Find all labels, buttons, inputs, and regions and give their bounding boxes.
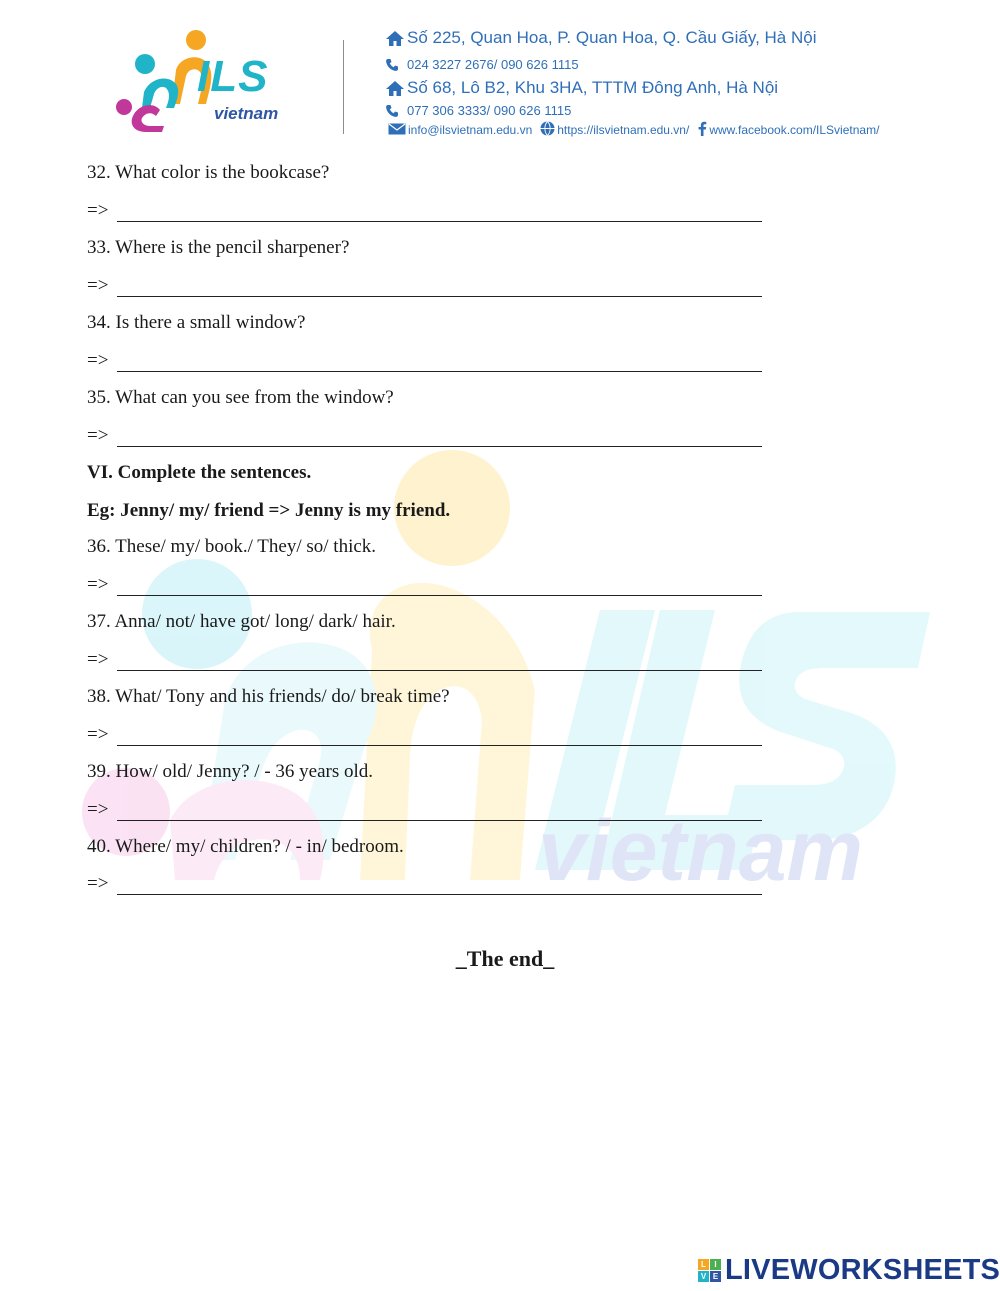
answer-blank[interactable] bbox=[117, 371, 762, 372]
liveworksheets-logo[interactable] bbox=[698, 1254, 1000, 1287]
phone-icon bbox=[385, 104, 407, 118]
question-39: 39. How/ old/ Jenny? / - 36 years old. bbox=[87, 761, 374, 782]
phone-line-2 bbox=[385, 103, 571, 118]
answer-line-35[interactable] bbox=[87, 425, 767, 449]
phone-line-1 bbox=[385, 57, 579, 72]
logo-subtitle: vietnam bbox=[214, 104, 279, 123]
answer-arrow: => bbox=[87, 350, 109, 371]
answer-line-38[interactable] bbox=[87, 724, 767, 748]
answer-blank[interactable] bbox=[117, 595, 762, 596]
answer-arrow: => bbox=[87, 275, 109, 296]
website-link[interactable]: https://ilsvietnam.edu.vn/ bbox=[557, 123, 690, 137]
liveworksheets-grid-icon bbox=[698, 1259, 721, 1282]
address-line-2 bbox=[385, 78, 778, 98]
grid-letter: E bbox=[710, 1271, 721, 1282]
facebook-icon bbox=[697, 121, 707, 139]
address-1-text: Số 225, Quan Hoa, P. Quan Hoa, Q. Cầu Giấy, Hà Nội bbox=[407, 28, 817, 47]
answer-line-32[interactable] bbox=[87, 200, 767, 224]
online-contacts bbox=[388, 121, 887, 139]
mail-icon bbox=[388, 123, 406, 138]
answer-line-40[interactable] bbox=[87, 873, 767, 897]
answer-arrow: => bbox=[87, 724, 109, 745]
logo-word: ILS bbox=[197, 52, 269, 101]
email-link[interactable]: info@ilsvietnam.edu.vn bbox=[408, 123, 533, 137]
home-icon bbox=[385, 80, 407, 97]
question-34: 34. Is there a small window? bbox=[87, 312, 306, 333]
answer-line-34[interactable] bbox=[87, 350, 767, 374]
grid-letter: I bbox=[710, 1259, 721, 1270]
globe-icon bbox=[540, 121, 555, 139]
answer-blank[interactable] bbox=[117, 670, 762, 671]
answer-line-39[interactable] bbox=[87, 799, 767, 823]
question-33: 33. Where is the pencil sharpener? bbox=[87, 237, 350, 258]
ils-logo bbox=[110, 22, 310, 137]
phone-1-text: 024 3227 2676/ 090 626 1115 bbox=[407, 57, 579, 72]
address-2-text: Số 68, Lô B2, Khu 3HA, TTTM Đông Anh, Hà Nội bbox=[407, 78, 779, 97]
answer-line-36[interactable] bbox=[87, 574, 767, 598]
svg-text:vietnam: vietnam bbox=[538, 803, 864, 899]
section-example: Eg: Jenny/ my/ friend => Jenny is my friend. bbox=[87, 500, 451, 521]
phone-icon bbox=[385, 58, 407, 72]
question-38: 38. What/ Tony and his friends/ do/ break time? bbox=[87, 686, 450, 707]
answer-line-37[interactable] bbox=[87, 649, 767, 673]
grid-letter: L bbox=[698, 1259, 709, 1270]
liveworksheets-wordmark: LIVEWORKSHEETS bbox=[725, 1254, 1000, 1286]
answer-blank[interactable] bbox=[117, 894, 762, 895]
question-37: 37. Anna/ not/ have got/ long/ dark/ hair. bbox=[87, 611, 396, 632]
section-title: VI. Complete the sentences. bbox=[87, 462, 312, 483]
answer-blank[interactable] bbox=[117, 296, 762, 297]
answer-line-33[interactable] bbox=[87, 275, 767, 299]
phone-2-text: 077 306 3333/ 090 626 1115 bbox=[407, 103, 572, 118]
answer-arrow: => bbox=[87, 799, 109, 820]
answer-blank[interactable] bbox=[117, 820, 762, 821]
answer-arrow: => bbox=[87, 425, 109, 446]
answer-blank[interactable] bbox=[117, 745, 762, 746]
answer-arrow: => bbox=[87, 873, 109, 894]
the-end-text: _The end_ bbox=[455, 946, 555, 971]
question-35: 35. What can you see from the window? bbox=[87, 387, 394, 408]
question-36: 36. These/ my/ book./ They/ so/ thick. bbox=[87, 536, 377, 557]
answer-arrow: => bbox=[87, 200, 109, 221]
answer-blank[interactable] bbox=[117, 446, 762, 447]
facebook-link[interactable]: www.facebook.com/ILSvietnam/ bbox=[709, 123, 880, 137]
grid-letter: V bbox=[698, 1271, 709, 1282]
answer-blank[interactable] bbox=[117, 221, 762, 222]
answer-arrow: => bbox=[87, 649, 109, 670]
question-32: 32. What color is the bookcase? bbox=[87, 162, 330, 183]
address-line-1 bbox=[385, 28, 817, 48]
answer-arrow: => bbox=[87, 574, 109, 595]
header-divider bbox=[343, 40, 344, 134]
page-header bbox=[0, 0, 1000, 150]
question-40: 40. Where/ my/ children? / - in/ bedroom. bbox=[87, 836, 404, 857]
home-icon bbox=[385, 30, 407, 47]
